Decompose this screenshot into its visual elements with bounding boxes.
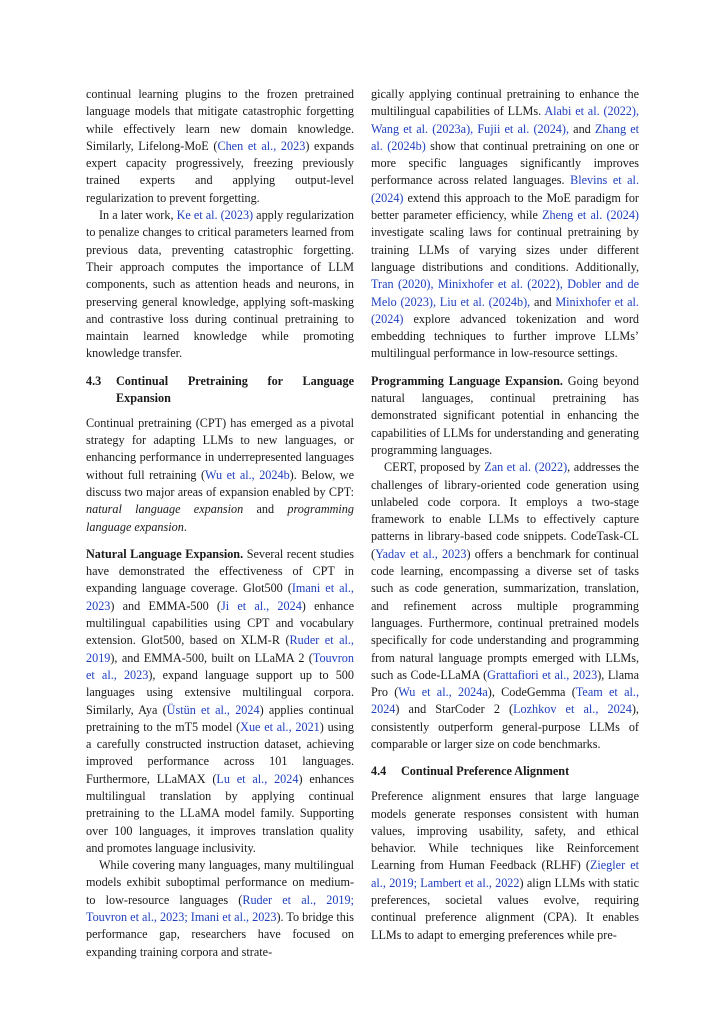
citation-link[interactable]: Blevins et al. (2024) (371, 173, 639, 205)
section-title: Continual Preference Alignment (401, 764, 570, 779)
citation-link[interactable]: Ziegler et al., 2019; Lambert et al., 2022 (371, 858, 639, 890)
section-number: 4.4 (371, 764, 387, 779)
citation-link[interactable]: Grattafiori et al., 2023 (487, 667, 598, 682)
citation-link[interactable]: Ruder et al., 2019 (86, 633, 354, 665)
citation-link[interactable]: Minixhofer et al. (2024) (371, 294, 639, 326)
citation-link[interactable]: Üstün et al., 2024 (166, 702, 260, 717)
left-column (86, 86, 354, 961)
paragraph: In a later work, Ke et al. (2023) apply regularization to penalize changes to critical parameters learned from previous data, preventing catastrophic forgetting. Their approach computes the importance of LLM components, such as attention heads and neurons, in preserving general knowledge, applying soft-masking and contrastive loss during continual pretraining to maintain learned knowledge while promoting knowledge transfer. (86, 208, 354, 361)
citation-link[interactable]: Imani et al., 2023 (86, 581, 354, 613)
citation-link[interactable]: Ke et al. (2023) (176, 208, 254, 223)
citation-link[interactable]: Xue et al., 2021 (240, 719, 320, 734)
run-in-heading: Programming Language Expansion. (371, 373, 563, 388)
paragraph: CERT, proposed by Zan et al. (2022), addresses the challenges of library-oriented code generation using unlabeled code corpora. It employs a two-stage framework to enable LLMs to effectively capture patterns in library-based code snippets. CodeTask-CL (Yadav et al., 2023) offers a benchmark for continual code learning, encompassing a diverse set of tasks such as code generation, summarization, translation, and refinement across multiple programming languages. Furthermore, continual pretrained models specifically for code understanding and programming from natural language prompts emerged with LLMs, such as Code-LLaMA (Grattafiori et al., 2023), Llama Pro (Wu et al., 2024a), CodeGemma (Team et al., 2024) and StarCoder 2 (Lozhkov et al., 2024), consistently outperform general-purpose LLMs of comparable or larger size on code benchmarks. (371, 460, 640, 751)
section-number: 4.3 (86, 373, 102, 388)
right-column (371, 86, 639, 944)
paragraph: While covering many languages, many multilingual models exhibit suboptimal performance on medium- to low-resource languages (Ruder et al., 2019; Touvron et al., 2023; Imani et al., 2023). To bridge this performance gap, researchers have focused on expanding training corpora and strate- (86, 858, 354, 959)
paragraph: Natural Language Expansion. Several recent studies have demonstrated the effectiveness of CPT in expanding language coverage. Glot500 (Imani et al., 2023) and EMMA-500 (Ji et al., 2024) enhance multilingual capabilities using CPT and vocabulary extension. Glot500, based on XLM-R (Ruder et al., 2019), and EMMA-500, built on LLaMA 2 (Touvron et al., 2023), expand language support up to 500 languages using extensive multilingual corpora. Similarly, Aya (Üstün et al., 2024) applies continual pretraining to the mT5 model (Xue et al., 2021) using a carefully constructed instruction dataset, achieving improved performance across 101 languages. Furthermore, LLaMAX (Lu et al., 2024) enhances multilingual translation by applying continual pretraining to the LLaMA model family. Supporting over 100 languages, it improves translation quality and promotes language inclusivity. (86, 546, 354, 855)
citation-link[interactable]: Chen et al., 2023 (217, 138, 306, 153)
citation-link[interactable]: Zheng et al. (2024) (542, 208, 639, 223)
citation-link[interactable]: Tran (2020), Minixhofer et al. (2022), Dobler and de Melo (2023), Liu et al. (2024b), (371, 277, 639, 309)
citation-link[interactable]: Zhang et al. (2024b) (371, 121, 639, 153)
paragraph: gically applying continual pretraining to enhance the multilingual capabilities of LLMs. Alabi et al. (2022), Wang et al. (2023a), Fujii et al. (2024), and Zhang et al. (2024b) show that continual pretraining on one or more specific languages significantly improves performance across related languages. Blevins et al. (2024) extend this approach to the MoE paradigm for better parameter efficiency, while Zheng et al. (2024) investigate scaling laws for continual pretraining by training LLMs of varying sizes under different language distributions and conditions. Additionally, Tran (2020), Minixhofer et al. (2022), Dobler and de Melo (2023), Liu et al. (2024b), and Minixhofer et al. (2024) explore advanced tokenization and word embedding techniques to further improve LLMs’ multilingual performance in low-resource settings. (371, 87, 639, 361)
run-in-heading: Natural Language Expansion. (86, 546, 244, 561)
citation-link[interactable]: Wu et al., 2024a (398, 685, 488, 700)
citation-link[interactable]: Yadav et al., 2023 (375, 546, 467, 561)
citation-link[interactable]: Zan et al. (2022) (484, 460, 568, 475)
citation-link[interactable]: Ji et al., 2024 (220, 598, 302, 613)
citation-link[interactable]: Ruder et al., 2019; Touvron et al., 2023; Imani et al., 2023 (86, 892, 354, 925)
section-heading (86, 373, 354, 407)
section-heading (371, 763, 639, 780)
section-title: Continual Pretraining for Language Expansion (116, 373, 354, 405)
paragraph: Continual pretraining (CPT) has emerged as a pivotal strategy for adapting LLMs to new languages, or enhancing performance in underrepresented languages without full retraining (Wu et al., 2024b). Below, we discuss two major areas of expansion enabled by CPT: natural language expansion and programming language expansion. (86, 415, 354, 534)
paragraph: Programming Language Expansion. Going beyond natural languages, continual pretraining has demonstrated significant potential in enhancing the capabilities of LLMs for understanding and generating programming languages. (371, 373, 639, 457)
citation-link[interactable]: Lozhkov et al., 2024 (513, 702, 632, 717)
citation-link[interactable]: Touvron et al., 2023 (86, 650, 354, 682)
paragraph: continual learning plugins to the frozen pretrained language models that mitigate catastrophic forgetting while effectively learn new domain knowledge. Similarly, Lifelong-MoE (Chen et al., 2023) expands expert capacity progressively, freezing previously trained experts and applying output-level regularization to prevent forgetting. (86, 87, 354, 205)
citation-link[interactable]: Wu et al., 2024b (205, 467, 290, 482)
citation-link[interactable]: Alabi et al. (2022), Wang et al. (2023a), Fujii et al. (2024), (371, 104, 639, 136)
paragraph: Preference alignment ensures that large language models generate responses consistent with human values, improving usability, safety, and ethical behavior. While techniques like Reinforcement Learning from Human Feedback (RLHF) (Ziegler et al., 2019; Lambert et al., 2022) align LLMs with static preferences, societal values evolve, requiring continual preference alignment (CPA). It enables LLMs to adapt to emerging preferences while pre- (371, 789, 639, 942)
citation-link[interactable]: Lu et al., 2024 (216, 771, 299, 786)
citation-link[interactable]: Team et al., 2024 (371, 685, 639, 717)
